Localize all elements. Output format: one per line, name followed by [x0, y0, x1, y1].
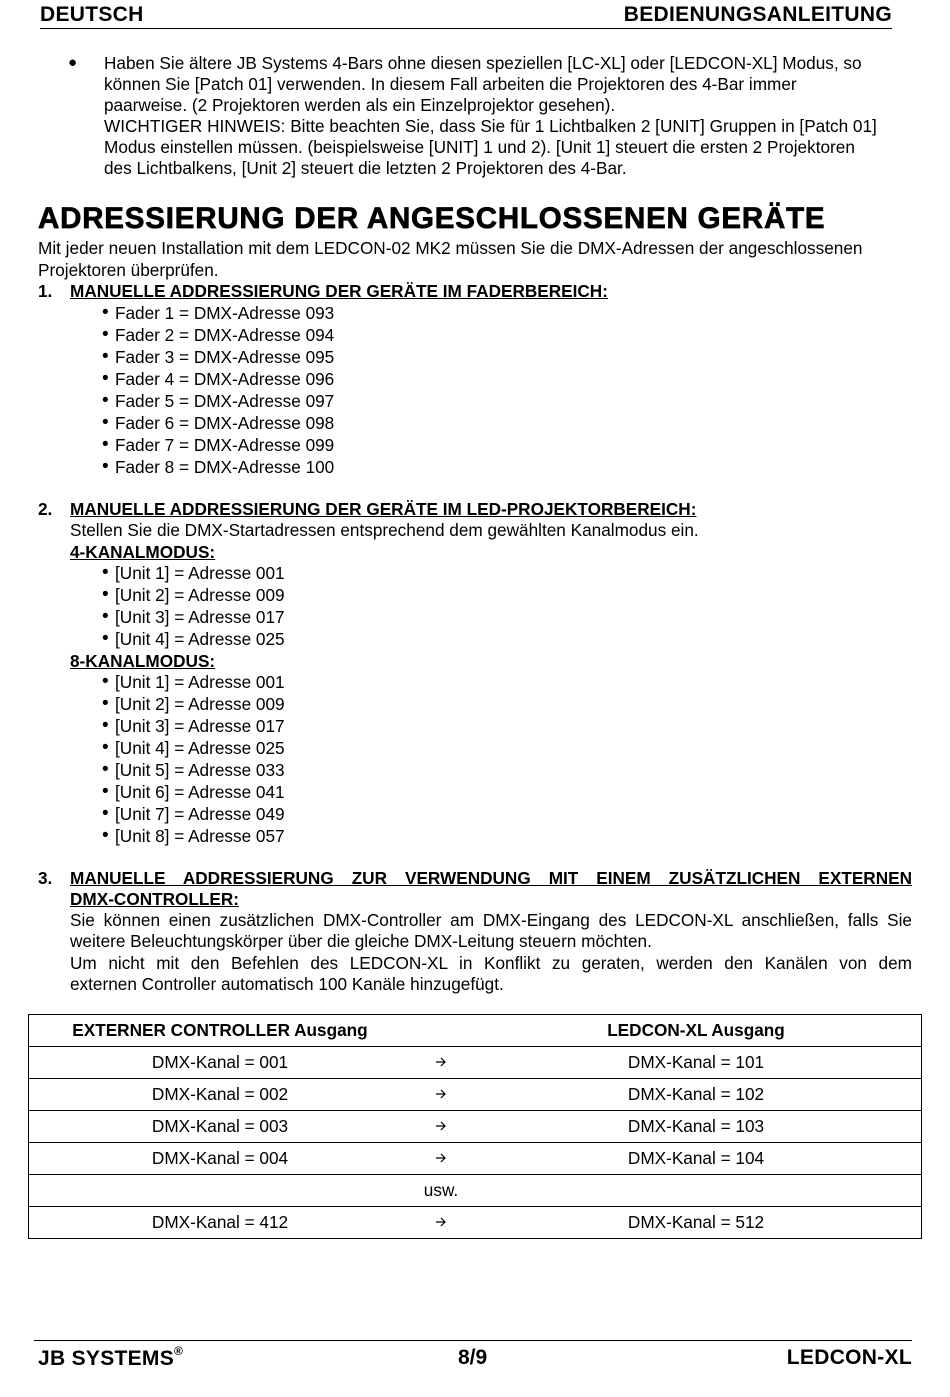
word: einen — [168, 910, 211, 930]
item-1-number: 1. — [38, 281, 53, 301]
word: können — [103, 910, 160, 930]
footer-product: LEDCON-XL — [786, 1346, 912, 1369]
table-row-etc — [29, 1175, 922, 1207]
page-header — [40, 2, 892, 29]
mode8-item: [Unit 1] = Adresse 001 — [115, 672, 285, 692]
bullet-icon: • — [102, 390, 109, 411]
item-1-title: MANUELLE ADDRESSIERUNG DER GERÄTE IM FADERBEREICH: — [70, 281, 608, 301]
item-3-para2-line-2: externen Controller automatisch 100 Kanäle hinzugefügt. — [70, 974, 504, 994]
word: des — [310, 953, 339, 973]
external-channel: DMX-Kanal = 004 — [29, 1143, 412, 1175]
bullet-icon: • — [102, 606, 109, 627]
word: Sie — [70, 910, 95, 930]
etc-label: usw. — [411, 1175, 471, 1207]
external-channel: DMX-Kanal = 002 — [29, 1079, 412, 1111]
bullet-icon: • — [102, 562, 109, 583]
word: nicht — [108, 953, 145, 973]
table-row — [29, 1079, 922, 1111]
fader-item: Fader 6 = DMX-Adresse 098 — [115, 413, 335, 433]
mode8-item: [Unit 7] = Adresse 049 — [115, 804, 285, 824]
table-row — [29, 1207, 922, 1239]
word: Konflikt — [484, 953, 541, 973]
mode4-item: [Unit 4] = Adresse 025 — [115, 629, 285, 649]
mode8-item: [Unit 2] = Adresse 009 — [115, 694, 285, 714]
intro-line: Haben Sie ältere JB Systems 4-Bars ohne diesen speziellen [LC-XL] oder [LEDCON-XL] Modus, so — [104, 53, 862, 73]
word: MIT — [548, 868, 579, 888]
bullet-icon: • — [102, 825, 109, 846]
external-channel: DMX-Kanal = 001 — [29, 1047, 412, 1079]
mode8-item: [Unit 6] = Adresse 041 — [115, 782, 285, 802]
bullet-icon: • — [102, 412, 109, 433]
mode4-item: [Unit 1] = Adresse 001 — [115, 563, 285, 583]
fader-item: Fader 3 = DMX-Adresse 095 — [115, 347, 335, 367]
word: Sie — [887, 910, 912, 930]
bullet-icon: • — [102, 803, 109, 824]
word: DMX-Controller — [322, 910, 442, 930]
word: EXTERNEN — [818, 868, 912, 888]
word: EINEM — [596, 868, 651, 888]
word: MANUELLE — [70, 868, 166, 888]
fader-item: Fader 8 = DMX-Adresse 100 — [115, 457, 335, 477]
bullet-icon: • — [102, 781, 109, 802]
section-intro-line-2: Projektoren überprüfen. — [38, 260, 219, 280]
word: werden — [656, 953, 713, 973]
word: DMX-Eingang — [482, 910, 590, 930]
bullet-icon: • — [102, 628, 109, 649]
word: Befehlen — [230, 953, 299, 973]
table-row — [29, 1047, 922, 1079]
section-intro-line-1: Mit jeder neuen Installation mit dem LEDCON-02 MK2 müssen Sie die DMX-Adressen der angeschlossenen — [38, 238, 863, 258]
bullet-icon: • — [102, 434, 109, 455]
bullet-icon: • — [102, 759, 109, 780]
fader-item: Fader 7 = DMX-Adresse 099 — [115, 435, 335, 455]
mode8-item: [Unit 8] = Adresse 057 — [115, 826, 285, 846]
right-arrow-icon — [411, 1207, 471, 1239]
fader-item: Fader 1 = DMX-Adresse 093 — [115, 303, 335, 323]
bullet-icon: • — [102, 302, 109, 323]
bullet-icon: • — [102, 456, 109, 477]
mode8-title: 8-KANALMODUS: — [70, 651, 216, 671]
table-header-row — [29, 1015, 922, 1047]
external-channel: DMX-Kanal = 003 — [29, 1111, 412, 1143]
word: mit — [156, 953, 180, 973]
bullet-icon: • — [102, 584, 109, 605]
channel-mapping-table — [28, 1014, 922, 1239]
section-title: ADRESSIERUNG DER ANGESCHLOSSENEN GERÄTE — [38, 202, 826, 235]
word: den — [190, 953, 220, 973]
word: zu — [551, 953, 571, 973]
bullet-icon: • — [102, 346, 109, 367]
item-3-para1-line-2: weitere Beleuchtungskörper über die gleiche DMX-Leitung steuern möchten. — [70, 931, 652, 951]
item-3-title-line-2: DMX-CONTROLLER: — [70, 889, 239, 909]
header-language: DEUTSCH — [40, 3, 144, 26]
word: falls — [847, 910, 879, 930]
word: VERWENDUNG — [404, 868, 531, 888]
footer-brand: JB SYSTEMS® — [38, 1344, 184, 1370]
right-arrow-icon — [411, 1047, 471, 1079]
bullet-icon: • — [102, 715, 109, 736]
ledcon-channel: DMX-Kanal = 512 — [471, 1207, 922, 1239]
right-arrow-icon — [411, 1143, 471, 1175]
mode8-item: [Unit 4] = Adresse 025 — [115, 738, 285, 758]
fader-item: Fader 4 = DMX-Adresse 096 — [115, 369, 335, 389]
intro-line: Modus einstellen müssen. (beispielsweise [UNIT] 1 und 2). [Unit 1] steuert die ersten 2 Projektoren — [104, 137, 855, 157]
intro-line: paarweise. (2 Projektoren werden als ein Einzelprojektor gesehen). — [104, 95, 616, 115]
word: des — [598, 910, 627, 930]
word: zusätzlichen — [219, 910, 315, 930]
word: den — [724, 953, 753, 973]
word: ZUR — [351, 868, 388, 888]
bullet-icon: • — [102, 671, 109, 692]
intro-line: können Sie [Patch 01] verwenden. In diesem Fall arbeiten die Projektoren des 4-Bar immer — [104, 74, 797, 94]
bullet-icon: • — [102, 737, 109, 758]
word: LEDCON-XL — [635, 910, 733, 930]
word: geraten, — [581, 953, 645, 973]
mode4-item: [Unit 2] = Adresse 009 — [115, 585, 285, 605]
item-3-para1-line-1 — [70, 909, 912, 931]
word: von — [839, 953, 867, 973]
header-external-controller: EXTERNER CONTROLLER Ausgang — [29, 1015, 412, 1047]
word: LEDCON-XL — [349, 953, 448, 973]
external-channel: DMX-Kanal = 412 — [29, 1207, 412, 1239]
ledcon-channel: DMX-Kanal = 101 — [471, 1047, 922, 1079]
table-row — [29, 1143, 922, 1175]
registered-mark: ® — [174, 1344, 184, 1358]
mode4-item: [Unit 3] = Adresse 017 — [115, 607, 285, 627]
mode4-title: 4-KANALMODUS: — [70, 542, 216, 562]
footer-page-number: 8/9 — [458, 1346, 488, 1369]
word: ZUSÄTZLICHEN — [668, 868, 801, 888]
ledcon-channel: DMX-Kanal = 102 — [471, 1079, 922, 1111]
ledcon-channel: DMX-Kanal = 104 — [471, 1143, 922, 1175]
right-arrow-icon — [411, 1111, 471, 1143]
word: Um — [70, 953, 97, 973]
header-doc-type: BEDIENUNGSANLEITUNG — [623, 3, 892, 26]
item-3-number: 3. — [38, 868, 53, 888]
word: in — [459, 953, 473, 973]
word: Kanälen — [764, 953, 828, 973]
fader-item: Fader 2 = DMX-Adresse 094 — [115, 325, 335, 345]
item-3-para2-line-1 — [70, 952, 912, 974]
right-arrow-icon — [411, 1079, 471, 1111]
bullet-icon: • — [102, 368, 109, 389]
ledcon-channel: DMX-Kanal = 103 — [471, 1111, 922, 1143]
item-3-title-line-1 — [70, 867, 912, 889]
bullet-icon: • — [102, 324, 109, 345]
table-row — [29, 1111, 922, 1143]
word: dem — [878, 953, 912, 973]
item-2-number: 2. — [38, 499, 53, 519]
mode8-item: [Unit 3] = Adresse 017 — [115, 716, 285, 736]
word: ADDRESSIERUNG — [182, 868, 334, 888]
item-2-text: Stellen Sie die DMX-Startadressen entsprechend dem gewählten Kanalmodus ein. — [70, 520, 699, 540]
word: anschließen, — [741, 910, 840, 930]
intro-line: des Lichtbalkens, [Unit 2] steuert die letzten 2 Projektoren des 4-Bar. — [104, 158, 627, 178]
word: am — [450, 910, 475, 930]
header-ledcon-output: LEDCON-XL Ausgang — [471, 1015, 922, 1047]
mode8-item: [Unit 5] = Adresse 033 — [115, 760, 285, 780]
page-footer — [34, 1340, 912, 1381]
bullet-icon: • — [102, 693, 109, 714]
item-2-title: MANUELLE ADDRESSIERUNG DER GERÄTE IM LED-PROJEKTORBEREICH: — [70, 499, 697, 519]
fader-item: Fader 5 = DMX-Adresse 097 — [115, 391, 335, 411]
intro-line: WICHTIGER HINWEIS: Bitte beachten Sie, dass Sie für 1 Lichtbalken 2 [UNIT] Gruppen in [Patch 01] — [104, 116, 877, 136]
bullet-icon: ● — [68, 54, 78, 71]
